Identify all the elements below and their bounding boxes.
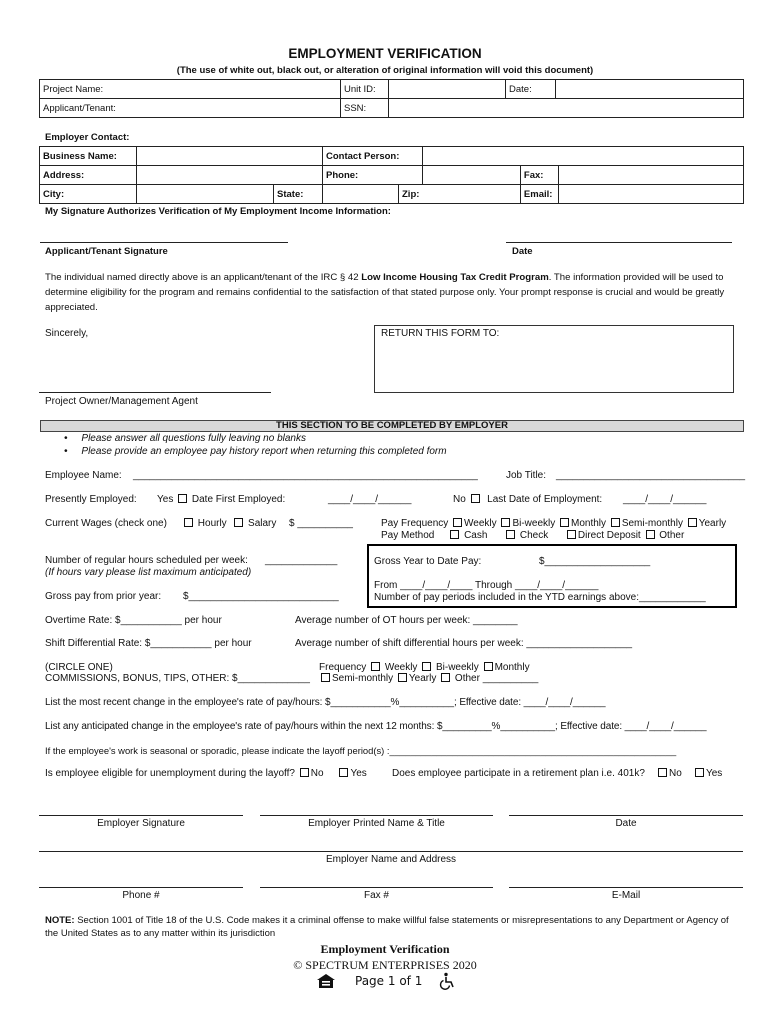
salary-label: Salary bbox=[248, 518, 277, 529]
recent-change-field[interactable]: List the most recent change in the employee's rate of pay/hours: $___________%__________; Effective date: ____/____/______ bbox=[45, 697, 606, 708]
unemployment-no-label: No bbox=[310, 768, 324, 779]
state-label: State: bbox=[274, 185, 323, 204]
fax-line[interactable] bbox=[260, 887, 493, 888]
yearly-label: Yearly bbox=[698, 518, 727, 529]
employee-name-label: Employee Name: bbox=[45, 470, 122, 481]
gross-ytd-field[interactable]: $___________________ bbox=[539, 556, 651, 567]
city-label: City: bbox=[40, 185, 137, 204]
gross-ytd-label: Gross Year to Date Pay: bbox=[374, 556, 482, 567]
equal-housing-icon bbox=[316, 973, 336, 989]
num-periods-field[interactable]: Number of pay periods included in the YTD earnings above:____________ bbox=[374, 592, 706, 603]
unit-id-field[interactable] bbox=[389, 80, 506, 99]
frequency-row-2 bbox=[319, 673, 538, 684]
city-field[interactable] bbox=[137, 185, 274, 204]
comm-biweekly-label: Bi-weekly bbox=[435, 662, 479, 673]
project-table bbox=[39, 79, 744, 118]
employer-contact-heading: Employer Contact: bbox=[45, 132, 130, 143]
applicant-signature-line[interactable] bbox=[40, 242, 288, 243]
legal-note bbox=[45, 914, 735, 940]
other-pay-label: Other bbox=[659, 530, 685, 541]
comm-semimonthly-checkbox[interactable] bbox=[321, 673, 330, 682]
yes-employed-option[interactable] bbox=[157, 494, 285, 505]
agent-label: Project Owner/Management Agent bbox=[45, 396, 198, 407]
ssn-field[interactable] bbox=[389, 99, 744, 118]
hourly-option[interactable] bbox=[182, 518, 276, 529]
yes-label: Yes bbox=[157, 494, 174, 505]
printed-name-label: Employer Printed Name & Title bbox=[308, 818, 445, 829]
agent-signature-line[interactable] bbox=[39, 392, 271, 393]
frequency-label: Frequency bbox=[319, 662, 367, 673]
name-address-label: Employer Name and Address bbox=[325, 854, 457, 865]
unemployment-no-checkbox[interactable] bbox=[300, 768, 309, 777]
comm-monthly-label: Monthly bbox=[494, 662, 530, 673]
email-label-bottom: E-Mail bbox=[611, 890, 641, 901]
return-form-label: RETURN THIS FORM TO: bbox=[381, 328, 500, 339]
comm-yearly-label: Yearly bbox=[408, 673, 437, 684]
page-number: Page 1 of 1 bbox=[355, 974, 423, 988]
commissions-field[interactable]: COMMISSIONS, BONUS, TIPS, OTHER: $_____________ bbox=[45, 673, 310, 684]
employer-table bbox=[39, 146, 744, 204]
current-wages-label: Current Wages (check one) bbox=[45, 518, 167, 529]
applicant-label: Applicant/Tenant: bbox=[43, 102, 116, 114]
comm-other-label: Other __________ bbox=[454, 673, 539, 684]
printed-name-line[interactable] bbox=[260, 815, 493, 816]
wheelchair-accessible-icon bbox=[438, 972, 456, 990]
other-pay-checkbox[interactable] bbox=[646, 530, 655, 539]
phone-field[interactable] bbox=[422, 166, 520, 185]
footer-company: © SPECTRUM ENTERPRISES 2020 bbox=[293, 958, 477, 972]
yearly-checkbox[interactable] bbox=[688, 518, 697, 527]
retirement-no-checkbox[interactable] bbox=[658, 768, 667, 777]
comm-semimonthly-label: Semi-monthly bbox=[332, 673, 394, 684]
phone-label: Phone: bbox=[323, 166, 423, 185]
fax-field[interactable] bbox=[558, 166, 743, 185]
retirement-label: Does employee participate in a retirement plan i.e. 401k? bbox=[392, 768, 645, 779]
overtime-rate-field[interactable]: Overtime Rate: $___________ per hour bbox=[45, 615, 222, 626]
employer-date-label: Date bbox=[615, 818, 637, 829]
avg-shift-field[interactable]: Average number of shift differential hours per week: ___________________ bbox=[295, 638, 633, 649]
fax-label-bottom: Fax # bbox=[363, 890, 389, 901]
shift-rate-field[interactable]: Shift Differential Rate: $___________ per hour bbox=[45, 638, 252, 649]
form-subtitle: (The use of white out, black out, or alteration of original information will void this document) bbox=[176, 65, 594, 76]
employer-date-line[interactable] bbox=[509, 815, 743, 816]
pay-frequency-row bbox=[381, 518, 726, 529]
cash-checkbox[interactable] bbox=[450, 530, 459, 539]
gross-prior-label: Gross pay from prior year: bbox=[45, 591, 162, 602]
applicant-field[interactable] bbox=[40, 99, 341, 118]
salary-checkbox[interactable] bbox=[234, 518, 243, 527]
weekly-checkbox[interactable] bbox=[453, 518, 462, 527]
presently-employed-label: Presently Employed: bbox=[45, 494, 137, 505]
unit-id-label: Unit ID: bbox=[341, 80, 389, 99]
date-label: Date: bbox=[506, 80, 556, 99]
direct-deposit-checkbox[interactable] bbox=[567, 530, 576, 539]
frequency-row-1 bbox=[319, 662, 530, 673]
semimonthly-checkbox[interactable] bbox=[611, 518, 620, 527]
applicant-date-label: Date bbox=[512, 246, 533, 257]
sincerely-text: Sincerely, bbox=[45, 328, 89, 339]
name-address-line[interactable] bbox=[39, 851, 743, 852]
intro-text-b: . The information provided will be used to determine eligibility for the program and remains confidential to the satisfaction of that stated purpose only. Your prompt response is crucial and would be greatly appreciated. bbox=[45, 272, 725, 313]
intro-text-a: The individual named directly above is an applicant/tenant of the IRC § 42 bbox=[45, 272, 362, 283]
monthly-checkbox[interactable] bbox=[560, 518, 569, 527]
comm-biweekly-checkbox[interactable] bbox=[422, 662, 431, 671]
address-label: Address: bbox=[40, 166, 137, 185]
pay-frequency-label: Pay Frequency bbox=[381, 518, 449, 529]
pay-method-row bbox=[381, 530, 684, 541]
job-title-field[interactable]: __________________________________ bbox=[556, 470, 746, 481]
email-label: Email: bbox=[520, 185, 558, 204]
date-first-field[interactable]: ____/____/______ bbox=[328, 494, 412, 505]
date-first-label: Date First Employed: bbox=[191, 494, 286, 505]
comm-weekly-label: Weekly bbox=[384, 662, 418, 673]
comm-yearly-checkbox[interactable] bbox=[398, 673, 407, 682]
semimonthly-label: Semi-monthly bbox=[621, 518, 683, 529]
comm-monthly-checkbox[interactable] bbox=[484, 662, 493, 671]
form-title: EMPLOYMENT VERIFICATION bbox=[288, 46, 482, 61]
employee-name-field[interactable]: ______________________________________________________________ bbox=[133, 470, 478, 481]
last-date-label: Last Date of Employment: bbox=[487, 494, 603, 505]
biweekly-label: Bi-weekly bbox=[512, 518, 556, 529]
monthly-label: Monthly bbox=[571, 518, 607, 529]
contact-person-field[interactable] bbox=[422, 147, 743, 166]
authorize-text: My Signature Authorizes Verification of My Employment Income Information: bbox=[45, 206, 391, 217]
contact-person-label: Contact Person: bbox=[323, 147, 423, 166]
regular-hours-note: (If hours vary please list maximum anticipated) bbox=[45, 567, 252, 578]
applicant-date-line[interactable] bbox=[506, 242, 732, 243]
from-through-field[interactable]: From ____/____/____ Through ____/____/______ bbox=[374, 580, 599, 591]
employer-signature-label: Employer Signature bbox=[97, 818, 185, 829]
applicant-signature-label: Applicant/Tenant Signature bbox=[45, 246, 168, 257]
retirement-yes-label: Yes bbox=[705, 768, 723, 779]
weekly-label: Weekly bbox=[464, 518, 497, 529]
fax-label: Fax: bbox=[520, 166, 558, 185]
hourly-label: Hourly bbox=[197, 518, 227, 529]
no-label: No bbox=[453, 494, 466, 505]
comm-other-checkbox[interactable] bbox=[441, 673, 450, 682]
cash-label: Cash bbox=[464, 530, 488, 541]
no-employed-option[interactable] bbox=[453, 494, 602, 505]
no-checkbox[interactable] bbox=[471, 494, 480, 503]
ytd-box bbox=[367, 544, 737, 608]
check-checkbox[interactable] bbox=[506, 530, 515, 539]
state-field[interactable] bbox=[323, 185, 399, 204]
retirement-no-label: No bbox=[669, 768, 682, 779]
program-name: Low Income Housing Tax Credit Program bbox=[361, 272, 549, 283]
bullet-2: • Please provide an employee pay history report when returning this completed form bbox=[64, 446, 447, 457]
email-field[interactable] bbox=[558, 185, 743, 204]
employer-section-header: THIS SECTION TO BE COMPLETED BY EMPLOYER bbox=[40, 420, 744, 432]
employer-signature-line[interactable] bbox=[39, 815, 243, 816]
bullet-1: • Please answer all questions fully leaving no blanks bbox=[64, 433, 306, 444]
regular-hours-field[interactable]: _____________ bbox=[265, 555, 338, 566]
ssn-label: SSN: bbox=[341, 99, 389, 118]
yes-checkbox[interactable] bbox=[178, 494, 187, 503]
unemployment-yes-checkbox[interactable] bbox=[339, 768, 348, 777]
email-line[interactable] bbox=[509, 887, 743, 888]
unemployment-label: Is employee eligible for unemployment during the layoff? bbox=[45, 768, 295, 779]
check-label: Check bbox=[519, 530, 549, 541]
comm-weekly-checkbox[interactable] bbox=[371, 662, 380, 671]
zip-field[interactable] bbox=[422, 185, 520, 204]
note-text: Section 1001 of Title 18 of the U.S. Code makes it a criminal offense to make willful false statements or misrepresentations to any Department or Agency of the United States as to any matter within its jurisdiction bbox=[45, 915, 729, 939]
bullet-1-text: Please answer all questions fully leaving no blanks bbox=[81, 433, 306, 444]
footer-title: Employment Verification bbox=[320, 942, 450, 956]
address-field[interactable] bbox=[137, 166, 323, 185]
job-title-label: Job Title: bbox=[506, 470, 547, 481]
project-name-field[interactable] bbox=[40, 80, 341, 99]
retirement-yes-checkbox[interactable] bbox=[695, 768, 704, 777]
wage-amount-field[interactable]: $ __________ bbox=[289, 518, 353, 529]
retirement-row bbox=[392, 768, 722, 779]
hourly-checkbox[interactable] bbox=[184, 518, 193, 527]
unemployment-yes-label: Yes bbox=[350, 768, 367, 779]
phone-label-bottom: Phone # bbox=[122, 890, 160, 901]
bullet-2-text: Please provide an employee pay history report when returning this completed form bbox=[81, 446, 447, 457]
circle-one-label: (CIRCLE ONE) bbox=[45, 662, 113, 673]
gross-prior-field[interactable]: $___________________________ bbox=[183, 591, 339, 602]
business-name-field[interactable] bbox=[137, 147, 323, 166]
date-field[interactable] bbox=[556, 80, 744, 99]
anticipated-change-field[interactable]: List any anticipated change in the employee's rate of pay/hours within the next 12 months: $_________%__________; Effective date: ____/____/______ bbox=[45, 721, 707, 732]
pay-method-label: Pay Method bbox=[381, 530, 435, 541]
direct-deposit-label: Direct Deposit bbox=[577, 530, 641, 541]
phone-line[interactable] bbox=[39, 887, 243, 888]
unemployment-row bbox=[45, 768, 367, 779]
regular-hours-label: Number of regular hours scheduled per week: bbox=[45, 555, 248, 566]
seasonal-field[interactable]: If the employee's work is seasonal or sporadic, please indicate the layoff period(s) :_______________________________________________________ bbox=[45, 745, 677, 756]
last-date-field[interactable]: ____/____/______ bbox=[623, 494, 707, 505]
note-label: NOTE: bbox=[45, 915, 75, 926]
intro-paragraph bbox=[45, 270, 725, 315]
biweekly-checkbox[interactable] bbox=[501, 518, 510, 527]
avg-ot-field[interactable]: Average number of OT hours per week: ________ bbox=[295, 615, 518, 626]
zip-label: Zip: bbox=[399, 185, 423, 204]
return-form-box[interactable] bbox=[374, 325, 734, 393]
project-name-label: Project Name: bbox=[43, 83, 104, 95]
business-name-label: Business Name: bbox=[40, 147, 137, 166]
